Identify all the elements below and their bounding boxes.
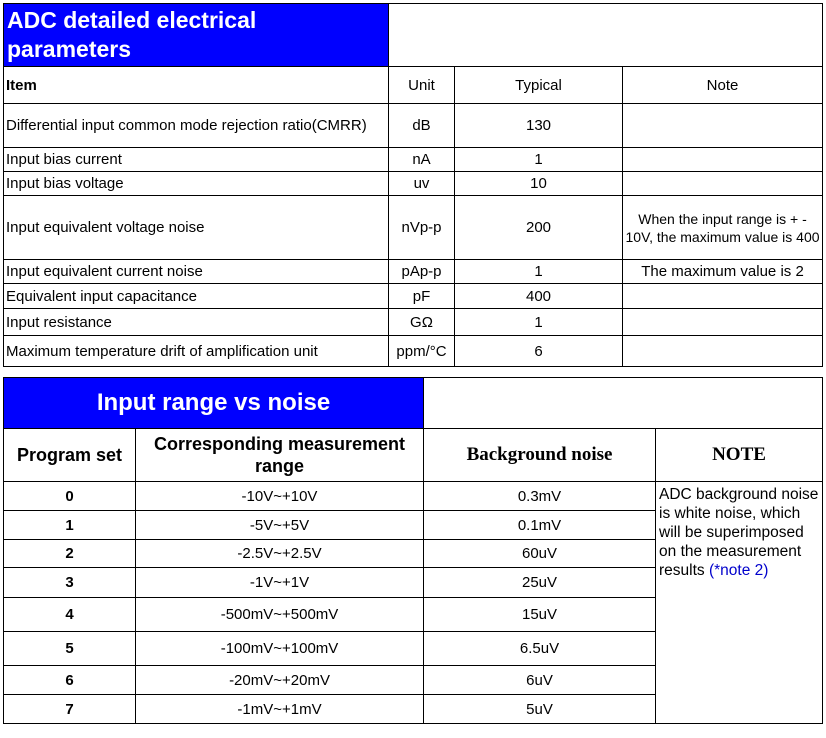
param-item: Equivalent input capacitance — [4, 284, 389, 309]
param-unit: ppm/°C — [389, 336, 455, 367]
header-note: Note — [623, 67, 823, 104]
input-range-noise-table — [3, 377, 823, 724]
background-noise: 0.1mV — [424, 511, 656, 540]
param-unit: GΩ — [389, 309, 455, 336]
program-set: 3 — [4, 568, 136, 598]
param-note — [623, 148, 823, 172]
program-set: 7 — [4, 695, 136, 724]
param-typical: 130 — [455, 104, 623, 148]
background-noise: 0.3mV — [424, 482, 656, 511]
background-noise: 6.5uV — [424, 632, 656, 666]
header-measurement-range: Corresponding measurement range — [136, 429, 424, 482]
note-text: ADC background noise is white noise, which will be superimposed on the measurement results — [659, 486, 819, 579]
program-set: 6 — [4, 666, 136, 695]
param-note: When the input range is + - 10V, the maximum value is 400 — [623, 196, 823, 260]
param-item: Input resistance — [4, 309, 389, 336]
measurement-range: -5V~+5V — [136, 511, 424, 540]
background-noise: 25uV — [424, 568, 656, 598]
param-item: Input equivalent current noise — [4, 260, 389, 284]
table-row — [4, 336, 823, 367]
param-note — [623, 104, 823, 148]
param-note — [623, 309, 823, 336]
program-set: 1 — [4, 511, 136, 540]
table-row — [4, 482, 823, 511]
param-item: Input equivalent voltage noise — [4, 196, 389, 260]
adc-table-title: ADC detailed electrical parameters — [4, 4, 389, 67]
table-row — [4, 284, 823, 309]
noise-table-title: Input range vs noise — [4, 378, 424, 429]
param-note — [623, 172, 823, 196]
noise-note — [656, 482, 823, 724]
param-typical: 200 — [455, 196, 623, 260]
program-set: 0 — [4, 482, 136, 511]
param-unit: nVp-p — [389, 196, 455, 260]
param-typical: 1 — [455, 309, 623, 336]
header-program-set: Program set — [4, 429, 136, 482]
noise-title-blank-cell — [424, 378, 823, 429]
param-typical: 6 — [455, 336, 623, 367]
param-item: Maximum temperature drift of amplification unit — [4, 336, 389, 367]
background-noise: 60uV — [424, 540, 656, 568]
param-unit: pAp-p — [389, 260, 455, 284]
background-noise: 15uV — [424, 598, 656, 632]
background-noise: 6uV — [424, 666, 656, 695]
program-set: 5 — [4, 632, 136, 666]
table-row — [4, 309, 823, 336]
measurement-range: -1V~+1V — [136, 568, 424, 598]
param-item: Input bias voltage — [4, 172, 389, 196]
table-row — [4, 196, 823, 260]
table-row — [4, 172, 823, 196]
param-unit: uv — [389, 172, 455, 196]
header-unit: Unit — [389, 67, 455, 104]
header-item: Item — [4, 67, 389, 104]
measurement-range: -2.5V~+2.5V — [136, 540, 424, 568]
measurement-range: -1mV~+1mV — [136, 695, 424, 724]
param-typical: 10 — [455, 172, 623, 196]
param-unit: nA — [389, 148, 455, 172]
program-set: 2 — [4, 540, 136, 568]
note-link[interactable]: (*note 2) — [708, 562, 769, 579]
param-typical: 1 — [455, 148, 623, 172]
measurement-range: -100mV~+100mV — [136, 632, 424, 666]
param-typical: 400 — [455, 284, 623, 309]
header-background-noise: Background noise — [424, 429, 656, 482]
param-note — [623, 284, 823, 309]
adc-title-blank-cell — [389, 4, 823, 67]
measurement-range: -20mV~+20mV — [136, 666, 424, 695]
param-note: The maximum value is 2 — [623, 260, 823, 284]
header-note: NOTE — [656, 429, 823, 482]
param-item: Input bias current — [4, 148, 389, 172]
header-typical: Typical — [455, 67, 623, 104]
table-row — [4, 104, 823, 148]
table-row — [4, 148, 823, 172]
program-set: 4 — [4, 598, 136, 632]
measurement-range: -10V~+10V — [136, 482, 424, 511]
measurement-range: -500mV~+500mV — [136, 598, 424, 632]
param-note — [623, 336, 823, 367]
background-noise: 5uV — [424, 695, 656, 724]
param-item: Differential input common mode rejection ratio(CMRR) — [4, 104, 389, 148]
param-unit: dB — [389, 104, 455, 148]
param-unit: pF — [389, 284, 455, 309]
table-row — [4, 260, 823, 284]
param-typical: 1 — [455, 260, 623, 284]
adc-parameters-table — [3, 3, 823, 367]
